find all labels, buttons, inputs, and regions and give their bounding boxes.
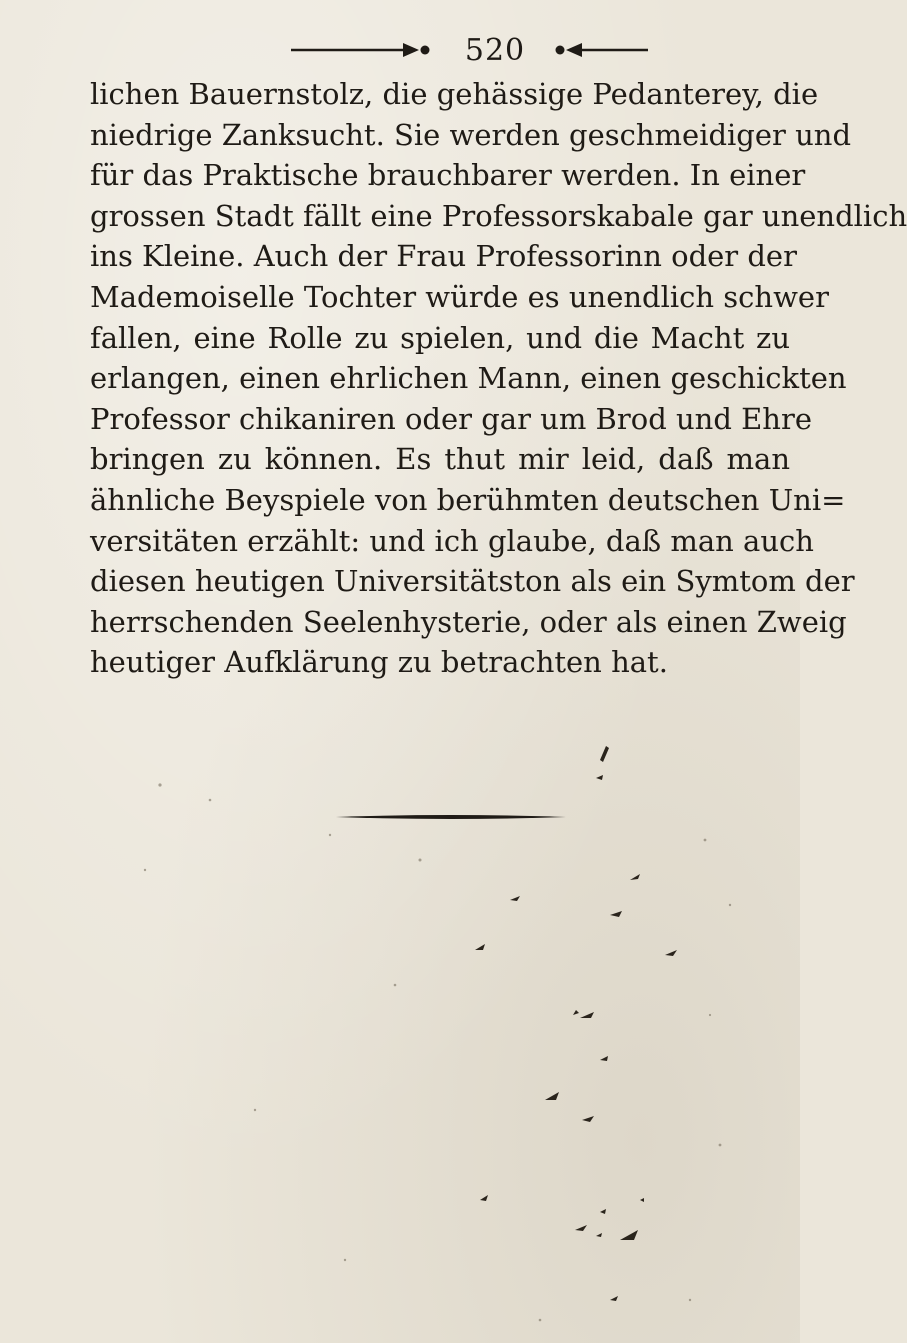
page-number: 520 bbox=[464, 33, 526, 68]
text-line: ins Kleine. Auch der Frau Professorinn oder der bbox=[90, 239, 797, 274]
text-line: versitäten erzählt: und ich glaube, daß man auch bbox=[90, 523, 814, 558]
section-divider bbox=[336, 812, 566, 822]
left-ornament-icon bbox=[285, 38, 435, 60]
text-line: grossen Stadt fällt eine Professorskabale gar unendlich bbox=[90, 198, 907, 233]
text-line: niedrige Zanksucht. Sie werden geschmeidiger und bbox=[90, 117, 852, 152]
text-line: Professor chikaniren oder gar um Brod und Ehre bbox=[90, 401, 812, 436]
text-line: für das Praktische brauchbarer werden. In einer bbox=[90, 158, 806, 193]
text-line: fallen, eine Rolle zu spielen, und die Macht zu bbox=[90, 320, 790, 355]
text-line: erlangen, einen ehrlichen Mann, einen geschickten bbox=[90, 361, 847, 396]
text-line: ähnliche Beyspiele von berühmten deutschen Uni= bbox=[90, 482, 846, 517]
text-line: diesen heutigen Universitätston als ein Symtom der bbox=[90, 564, 855, 599]
text-line: heutiger Aufklärung zu betrachten hat. bbox=[90, 645, 668, 680]
text-line: herrschenden Seelenhysterie, oder als einen Zweig bbox=[90, 604, 847, 639]
text-line: bringen zu können. Es thut mir leid, daß man bbox=[90, 442, 790, 477]
right-ornament-icon bbox=[552, 38, 652, 60]
text-line: lichen Bauernstolz, die gehässige Pedanterey, die bbox=[90, 77, 819, 111]
text-line: Mademoiselle Tochter würde es unendlich schwer bbox=[90, 279, 829, 314]
page-header bbox=[0, 28, 800, 68]
body-text bbox=[90, 74, 907, 683]
